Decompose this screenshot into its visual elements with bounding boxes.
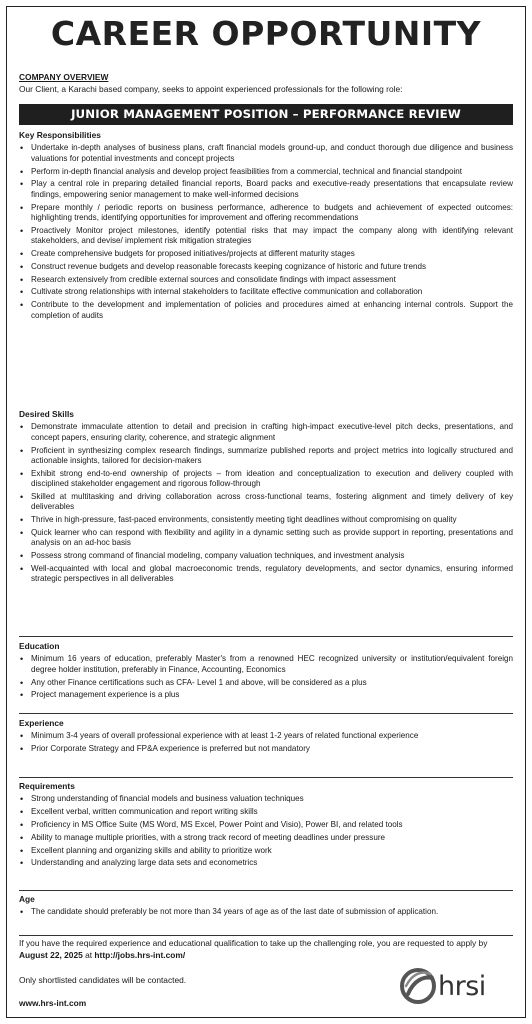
age-section [19,894,513,918]
divider [19,777,513,778]
section-title: Key Responsibilities [19,130,101,140]
bullet-item: • Any other Finance certifications such as CFA- Level 1 and above, will be considered as a plus [19,678,513,688]
bullet-item: • Proactively Monitor project milestones, identify potential risks that may impact the company along with identifying relevant stakeholders, and devise/ implement risk mitigation strategies [19,226,513,247]
bullet-list [19,907,513,917]
bullet-item: • Ability to manage multiple priorities, with a strong track record of meeting deadlines under pressure [19,833,513,843]
section-title: Age [19,894,35,904]
closing-text: If you have the required experience and educational qualification to take up the challenging role, you are requested to apply by [19,938,488,948]
hrsi-logo [400,966,514,1010]
bullet-item: • Create comprehensive budgets for proposed initiatives/projects at different maturity stages [19,249,513,259]
bullet-item: • Proficiency in MS Office Suite (MS Word, MS Excel, Power Point and Visio), Power BI, and related tools [19,820,513,830]
website-link[interactable]: www.hrs-int.com [19,998,87,1008]
divider [19,636,513,637]
bullet-item: • Possess strong command of financial modeling, company valuation techniques, and investment analysis [19,551,513,561]
bullet-item: • Prior Corporate Strategy and FP&A experience is preferred but not mandatory [19,744,513,754]
bullet-item: • Thrive in high-pressure, fast-paced environments, consistently meeting tight deadlines without compromising on quality [19,515,513,525]
bullet-item: • Minimum 3-4 years of overall professional experience with at least 1-2 years of related functional experience [19,731,513,741]
bullet-item: • Research extensively from credible external sources and consolidate findings with impact assessment [19,275,513,285]
bullet-item: • The candidate should preferably be not more than 34 years of age as of the last date of submission of application. [19,907,513,917]
section-title: Experience [19,718,64,728]
bullet-list [19,143,513,321]
section-title: Requirements [19,781,75,791]
bullet-item: • Play a central role in preparing detailed financial reports, Board packs and executive-ready presentations that encapsulate review findings, empowering senior management to make well-informed decisions [19,179,513,200]
bullet-item: • Strong understanding of financial models and business valuation techniques [19,794,513,804]
bullet-item: • Undertake in-depth analyses of business plans, craft financial models ground-up, and conduct thorough due diligence and business valuations for potential investments and concept projects [19,143,513,164]
bullet-list [19,794,513,868]
education-section [19,641,513,701]
section-title: Education [19,641,60,651]
company-overview-text: Our Client, a Karachi based company, seeks to appoint experienced professionals for the following role: [19,84,403,94]
divider [19,890,513,891]
requirements-section [19,781,513,869]
bullet-item: • Minimum 16 years of education, preferably Master's from a renowned HEC recognized university or institution/equivalent foreign degree holder institution, preferably in Finance, Accounting, Economics [19,654,513,675]
bullet-item: • Excellent planning and organizing skills and ability to prioritize work [19,846,513,856]
responsibilities-section [19,130,513,321]
bullet-item: • Cultivate strong relationships with internal stakeholders to facilitate effective communication and collaboration [19,287,513,297]
bullet-item: • Quick learner who can respond with flexibility and agility in a dynamic setting such as provide support in reporting, presentations and analysis on an ad-hoc basis [19,528,513,549]
bullet-list [19,654,513,700]
bullet-list [19,422,513,584]
bullet-item: • Project management experience is a plus [19,690,513,700]
bullet-item: • Well-acquainted with local and global macroeconomic trends, regulatory developments, and sector dynamics, ensuring informed strategic perspectives in all deliverables [19,564,513,585]
closing-at: at [82,949,95,960]
section-title: Desired Skills [19,409,74,419]
skills-section [19,409,513,585]
bullet-item: • Perform in-depth financial analysis and develop project feasibilities from a commercial, technical and financial standpoint [19,167,513,177]
bullet-item: • Proficient in synthesizing complex research findings, summarize published reports and project metrics into logically structured and actionable insights, tailored for decision-makers [19,446,513,467]
page-title: CAREER OPPORTUNITY [50,14,482,53]
bullet-item: • Excellent verbal, written communication and report writing skills [19,807,513,817]
divider [19,713,513,714]
divider [19,935,513,936]
application-instructions [19,938,513,961]
logo-text: hrsi [438,971,486,1002]
deadline-date: August 22, 2025 [19,949,83,960]
shortlist-note: Only shortlisted candidates will be contacted. [19,975,187,985]
bullet-item: • Understanding and analyzing large data sets and econometrics [19,858,513,868]
bullet-item: • Contribute to the development and implementation of policies and procedures aimed at enhancing internal controls. Support the completion of audits [19,300,513,321]
bullet-item: • Construct revenue budgets and develop reasonable forecasts keeping cognizance of historic and future trends [19,262,513,272]
bullet-item: • Skilled at multitasking and driving collaboration across cross-functional teams, fostering alignment and timely delivery of key deliverables [19,492,513,513]
experience-section [19,718,513,755]
company-overview-heading: COMPANY OVERVIEW [19,72,109,82]
logo-mark-icon [400,966,436,1006]
bullet-item: • Demonstrate immaculate attention to detail and precision in crafting high-impact executive-level pitch decks, presentations, and concept papers, ensuring clarity, coherence, and strategic alignment [19,422,513,443]
apply-link[interactable]: http://jobs.hrs-int.com/ [94,949,186,960]
bullet-item: • Exhibit strong end-to-end ownership of projects – from ideation and conceptualization to execution and delivery coupled with disciplined stakeholder engagement and rigorous follow-through [19,469,513,490]
bullet-item: • Prepare monthly / periodic reports on business performance, adherence to budgets and achievement of expected outcomes: highlighting trends, identifying opportunities for improvement and offering recommendations [19,203,513,224]
position-banner: JUNIOR MANAGEMENT POSITION – PERFORMANCE REVIEW [19,104,513,125]
bullet-list [19,731,513,754]
